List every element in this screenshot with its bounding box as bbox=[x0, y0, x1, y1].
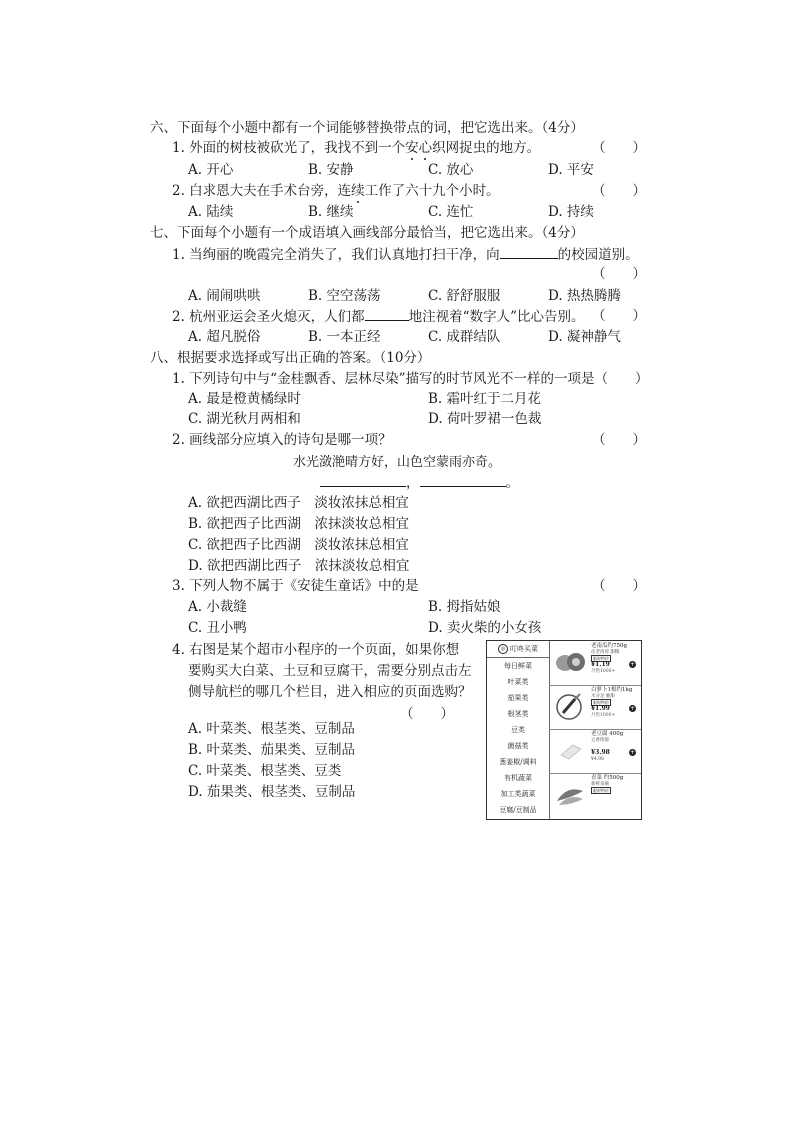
product-name: 青菜 约500g bbox=[591, 775, 624, 781]
app-brand bbox=[487, 641, 549, 658]
s8-q4-line3: 侧导航栏的哪几个栏目，进入相应的页面选购？ bbox=[188, 684, 472, 700]
poem-blank-line bbox=[320, 472, 519, 493]
supermarket-app-screenshot bbox=[486, 640, 642, 820]
s8-q3-stem: 3. 下列人物不属于《安徒生童话》中的是 bbox=[172, 578, 419, 594]
option-b[interactable]: B. 安静 bbox=[308, 162, 354, 178]
s7-q2-stem bbox=[172, 306, 584, 327]
option-c[interactable]: C. 丑小鸭 bbox=[188, 620, 247, 636]
product-card[interactable] bbox=[549, 641, 641, 686]
promo-badge: 限时特价 bbox=[593, 656, 609, 661]
product-note: ¥4.98 bbox=[591, 757, 604, 762]
option-d[interactable]: D. 持续 bbox=[548, 204, 594, 220]
option-a[interactable]: A. 小裁缝 bbox=[188, 599, 247, 615]
product-desc: 皮老肉厚 甜糯 bbox=[591, 650, 620, 655]
s7-q1-stem bbox=[172, 244, 639, 265]
dotted-char: 心 bbox=[418, 140, 433, 156]
option-a[interactable]: A. 最是橙黄橘绿时 bbox=[188, 391, 301, 407]
option-a[interactable]: A. 陆续 bbox=[188, 204, 234, 220]
fill-blank[interactable] bbox=[420, 472, 506, 487]
product-price: ¥3.98 bbox=[591, 749, 610, 756]
s6-q2-pre: 2. 白求恩大夫在手术台旁，连 bbox=[172, 183, 352, 199]
dotted-char: 续 bbox=[351, 183, 365, 199]
product-name: 老豆腐 400g bbox=[591, 731, 624, 737]
product-note: 月售1000+ bbox=[591, 713, 616, 718]
s6-q1-pre: 1. 外面的树枝被砍光了，我找不到一个 bbox=[172, 140, 406, 156]
option-b[interactable]: B. 叶菜类、茄果类、豆制品 bbox=[188, 742, 356, 758]
period: 。 bbox=[505, 475, 519, 491]
add-to-cart-icon[interactable]: + bbox=[629, 749, 636, 756]
product-card[interactable] bbox=[549, 729, 641, 774]
poem-line: 水光潋滟晴方好，山色空蒙雨亦奇。 bbox=[292, 455, 501, 470]
option-d[interactable]: D. 荷叶罗裙一色裁 bbox=[428, 411, 542, 427]
option-d[interactable]: D. 热热腾腾 bbox=[548, 288, 621, 304]
product-price: ¥1.99 bbox=[591, 705, 610, 712]
product-card[interactable] bbox=[549, 685, 641, 730]
add-to-cart-icon[interactable]: + bbox=[629, 705, 636, 712]
nav-item[interactable]: 豆类 bbox=[511, 726, 525, 734]
product-name: 老南瓜约750g bbox=[591, 643, 628, 649]
option-d[interactable]: D. 欲把西湖比西子 浓抹淡妆总相宜 bbox=[188, 558, 410, 574]
s7-q2-post: 地注视着“数字人”比心告别。 bbox=[408, 309, 585, 325]
s6-q1-post: 织网捉虫的地方。 bbox=[432, 140, 541, 156]
product-desc: 水分足 脆甜 bbox=[591, 694, 615, 699]
option-c[interactable]: C. 舒舒服服 bbox=[428, 288, 501, 304]
option-c[interactable]: C. 湖光秋月两相和 bbox=[188, 411, 301, 427]
s6-q2-post: 工作了六十九个小时。 bbox=[364, 183, 500, 199]
s7-q1-post: 的校园道别。 bbox=[557, 247, 639, 263]
option-b[interactable]: B. 一本正经 bbox=[308, 329, 381, 345]
s8-q4-line1: 4. 右图是某个超市小程序的一个页面，如果你想 bbox=[172, 642, 460, 658]
option-b[interactable]: B. 拇指姑娘 bbox=[428, 599, 501, 615]
promo-badge: 限时特价 bbox=[593, 788, 609, 793]
s8-q4-line2: 要购买大白菜、土豆和豆腐干，需要分别点击左 bbox=[188, 663, 472, 679]
answer-paren[interactable]: （ ） bbox=[592, 140, 646, 156]
s6-q1-stem bbox=[172, 138, 540, 158]
nav-item[interactable]: 有机蔬菜 bbox=[504, 774, 532, 782]
nav-item[interactable]: 豆腐/豆制品 bbox=[499, 806, 537, 814]
comma: ， bbox=[406, 475, 420, 491]
product-desc: 新鲜采摘 bbox=[591, 782, 609, 787]
s8-q2-stem: 2. 画线部分应填入的诗句是哪一项？ bbox=[172, 432, 392, 448]
brand-name: 叮咚买菜 bbox=[510, 645, 538, 653]
nav-item[interactable]: 每日鲜菜 bbox=[504, 662, 532, 670]
nav-item[interactable]: 加工类蔬菜 bbox=[500, 790, 536, 798]
nav-item[interactable]: 根茎类 bbox=[507, 710, 529, 718]
option-a[interactable]: A. 闹闹哄哄 bbox=[188, 288, 261, 304]
fill-blank[interactable] bbox=[320, 472, 406, 487]
option-a[interactable]: A. 超凡脱俗 bbox=[188, 329, 261, 345]
option-a[interactable]: A. 欲把西湖比西子 淡妆浓抹总相宜 bbox=[188, 495, 409, 511]
option-d[interactable]: D. 凝神静气 bbox=[548, 329, 621, 345]
option-b[interactable]: B. 霜叶红于二月花 bbox=[428, 391, 542, 407]
option-b[interactable]: B. 空空荡荡 bbox=[308, 288, 381, 304]
option-d[interactable]: D. 平安 bbox=[548, 162, 594, 178]
brand-logo-icon: ◎ bbox=[498, 644, 508, 654]
fill-blank[interactable] bbox=[500, 244, 558, 259]
pumpkin-image-icon bbox=[553, 645, 587, 679]
s7-q1-pre: 1. 当绚丽的晚霞完全消失了，我们认真地打扫干净，向 bbox=[172, 247, 500, 263]
s7-q2-pre: 2. 杭州亚运会圣火熄灭，人们都 bbox=[172, 309, 365, 325]
option-d[interactable]: D. 茄果类、根茎类、豆制品 bbox=[188, 784, 356, 800]
greens-image-icon bbox=[553, 777, 587, 811]
option-c[interactable]: C. 连忙 bbox=[428, 204, 474, 220]
option-c[interactable]: C. 成群结队 bbox=[428, 329, 501, 345]
dotted-char: 安 bbox=[405, 140, 419, 156]
product-note: 月售1000+ bbox=[591, 669, 616, 674]
option-c[interactable]: C. 放心 bbox=[428, 162, 474, 178]
answer-paren[interactable]: （ ） bbox=[592, 266, 646, 282]
answer-paren[interactable]: （ ） bbox=[400, 706, 454, 722]
section-7-title: 七、下面每个小题有一个成语填入画线部分最恰当，把它选出来。（4分） bbox=[150, 225, 584, 241]
add-to-cart-icon[interactable]: + bbox=[629, 661, 636, 668]
s8-q1-stem: 1. 下列诗句中与“金桂飘香、层林尽染”描写的时节风光不一样的一项是（ ） bbox=[172, 371, 649, 387]
answer-paren[interactable]: （ ） bbox=[592, 183, 646, 199]
s6-q2-stem bbox=[172, 181, 500, 201]
option-d[interactable]: D. 卖火柴的小女孩 bbox=[428, 620, 542, 636]
option-a[interactable]: A. 叶菜类、根茎类、豆制品 bbox=[188, 721, 355, 737]
nav-item[interactable]: 茄果类 bbox=[507, 694, 529, 702]
option-a[interactable]: A. 开心 bbox=[188, 162, 234, 178]
section-8-title: 八、根据要求选择或写出正确的答案。（10分） bbox=[150, 350, 431, 366]
section-6-title: 六、下面每个小题中都有一个词能够替换带点的词，把它选出来。（4分） bbox=[150, 120, 584, 136]
product-price: ¥1.19 bbox=[591, 661, 610, 668]
category-nav bbox=[487, 641, 550, 819]
nav-item[interactable]: 菌菇类 bbox=[507, 742, 529, 750]
option-b[interactable]: B. 继续 bbox=[308, 204, 354, 220]
product-card[interactable] bbox=[549, 773, 641, 817]
answer-paren[interactable]: （ ） bbox=[592, 308, 646, 324]
product-desc: 豆香浓郁 bbox=[591, 738, 609, 743]
promo-badge: 限时特价 bbox=[593, 700, 609, 705]
option-c[interactable]: C. 欲把西子比西湖 淡妆浓抹总相宜 bbox=[188, 537, 409, 553]
fill-blank[interactable] bbox=[365, 306, 409, 321]
option-b[interactable]: B. 欲把西子比西湖 浓抹淡妆总相宜 bbox=[188, 516, 410, 532]
answer-paren[interactable]: （ ） bbox=[592, 578, 646, 594]
product-name: 白萝卜1根约1kg bbox=[591, 687, 633, 693]
tofu-image-icon bbox=[553, 733, 587, 767]
radish-image-icon bbox=[553, 689, 587, 723]
nav-item[interactable]: 葱姜椒/调料 bbox=[499, 758, 537, 766]
answer-paren[interactable]: （ ） bbox=[592, 432, 646, 448]
nav-item[interactable]: 叶菜类 bbox=[507, 678, 529, 686]
option-c[interactable]: C. 叶菜类、根茎类、豆类 bbox=[188, 763, 342, 779]
